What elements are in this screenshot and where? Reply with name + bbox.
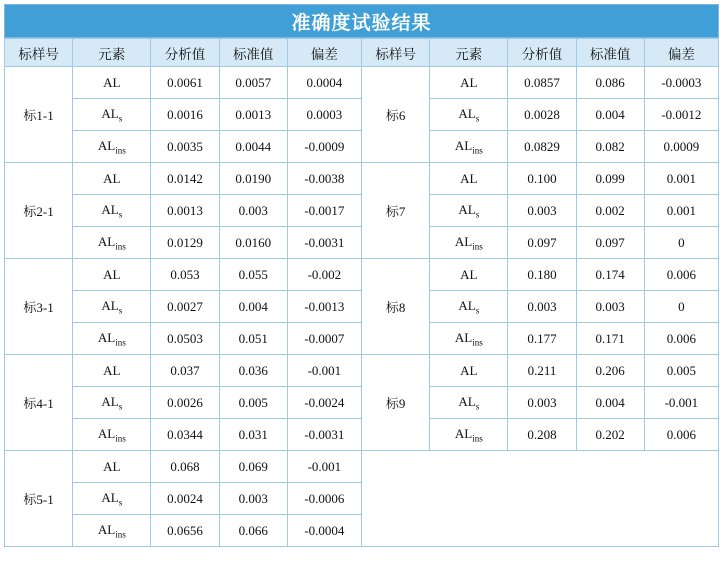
left-standard-value: 0.003 xyxy=(219,483,287,515)
right-deviation: 0 xyxy=(644,291,718,323)
right-element: $AL_{ins}$ xyxy=(430,227,508,259)
left-element: AL xyxy=(73,67,151,99)
left-analysis-value: 0.0024 xyxy=(151,483,219,515)
left-deviation: -0.001 xyxy=(287,355,361,387)
right-standard-value: 0.174 xyxy=(576,259,644,291)
page-title: 准确度试验结果 xyxy=(291,12,432,34)
right-deviation: 0.001 xyxy=(644,195,718,227)
right-deviation: 0.0009 xyxy=(644,131,718,163)
left-element: $AL_s$ xyxy=(73,483,151,515)
right-deviation: 0.001 xyxy=(644,163,718,195)
right-element: $AL_s$ xyxy=(430,387,508,419)
left-standard-value: 0.069 xyxy=(219,451,287,483)
left-deviation: 0.0004 xyxy=(287,67,361,99)
left-element: $AL_{ins}$ xyxy=(73,227,151,259)
left-sample-id: 标1-1 xyxy=(5,67,73,163)
left-analysis-value: 0.068 xyxy=(151,451,219,483)
left-standard-value: 0.004 xyxy=(219,291,287,323)
left-element: AL xyxy=(73,259,151,291)
header-right-sample-id: 标样号 xyxy=(361,39,429,67)
right-element: $AL_s$ xyxy=(430,291,508,323)
right-element: $AL_{ins}$ xyxy=(430,131,508,163)
right-standard-value: 0.086 xyxy=(576,67,644,99)
left-standard-value: 0.0057 xyxy=(219,67,287,99)
header-right-analysis-value: 分析值 xyxy=(508,39,576,67)
right-analysis-value: 0.100 xyxy=(508,163,576,195)
left-standard-value: 0.0190 xyxy=(219,163,287,195)
right-standard-value: 0.206 xyxy=(576,355,644,387)
header-right-element: 元素 xyxy=(430,39,508,67)
right-element: $AL_s$ xyxy=(430,99,508,131)
left-deviation: 0.0003 xyxy=(287,99,361,131)
right-standard-value: 0.003 xyxy=(576,291,644,323)
left-analysis-value: 0.0016 xyxy=(151,99,219,131)
left-deviation: -0.0007 xyxy=(287,323,361,355)
right-standard-value: 0.202 xyxy=(576,419,644,451)
left-analysis-value: 0.037 xyxy=(151,355,219,387)
left-analysis-value: 0.0035 xyxy=(151,131,219,163)
right-analysis-value: 0.097 xyxy=(508,227,576,259)
right-sample-id: 标7 xyxy=(361,163,429,259)
left-sample-id: 标2-1 xyxy=(5,163,73,259)
left-element: AL xyxy=(73,355,151,387)
right-analysis-value: 0.211 xyxy=(508,355,576,387)
left-standard-value: 0.031 xyxy=(219,419,287,451)
left-element: $AL_s$ xyxy=(73,387,151,419)
table-row xyxy=(5,163,719,195)
left-standard-value: 0.005 xyxy=(219,387,287,419)
header-left-deviation: 偏差 xyxy=(287,39,361,67)
left-standard-value: 0.051 xyxy=(219,323,287,355)
left-element: $AL_{ins}$ xyxy=(73,515,151,547)
right-standard-value: 0.082 xyxy=(576,131,644,163)
left-element: $AL_{ins}$ xyxy=(73,131,151,163)
right-sample-id: 标9 xyxy=(361,355,429,451)
left-deviation: -0.002 xyxy=(287,259,361,291)
left-deviation: -0.0013 xyxy=(287,291,361,323)
right-standard-value: 0.004 xyxy=(576,99,644,131)
left-element: AL xyxy=(73,163,151,195)
left-deviation: -0.0009 xyxy=(287,131,361,163)
right-deviation: 0.005 xyxy=(644,355,718,387)
left-deviation: -0.0017 xyxy=(287,195,361,227)
left-analysis-value: 0.0503 xyxy=(151,323,219,355)
left-analysis-value: 0.0061 xyxy=(151,67,219,99)
left-element: $AL_{ins}$ xyxy=(73,323,151,355)
left-analysis-value: 0.0344 xyxy=(151,419,219,451)
right-element: AL xyxy=(430,67,508,99)
right-analysis-value: 0.003 xyxy=(508,195,576,227)
left-standard-value: 0.0013 xyxy=(219,99,287,131)
right-element: $AL_{ins}$ xyxy=(430,419,508,451)
left-standard-value: 0.003 xyxy=(219,195,287,227)
left-analysis-value: 0.0656 xyxy=(151,515,219,547)
table-row xyxy=(5,67,719,99)
left-analysis-value: 0.0026 xyxy=(151,387,219,419)
header-left-analysis-value: 分析值 xyxy=(151,39,219,67)
left-element: AL xyxy=(73,451,151,483)
table-row xyxy=(5,451,719,483)
header-right-deviation: 偏差 xyxy=(644,39,718,67)
left-deviation: -0.0038 xyxy=(287,163,361,195)
right-deviation: -0.0012 xyxy=(644,99,718,131)
right-deviation: 0.006 xyxy=(644,419,718,451)
table-row xyxy=(5,355,719,387)
left-deviation: -0.001 xyxy=(287,451,361,483)
accuracy-results-table xyxy=(4,38,719,547)
left-sample-id: 标4-1 xyxy=(5,355,73,451)
left-standard-value: 0.0044 xyxy=(219,131,287,163)
right-analysis-value: 0.0028 xyxy=(508,99,576,131)
left-element: $AL_s$ xyxy=(73,291,151,323)
left-standard-value: 0.055 xyxy=(219,259,287,291)
left-sample-id: 标5-1 xyxy=(5,451,73,547)
left-sample-id: 标3-1 xyxy=(5,259,73,355)
right-deviation: 0.006 xyxy=(644,323,718,355)
left-analysis-value: 0.0013 xyxy=(151,195,219,227)
header-right-standard-value: 标准值 xyxy=(576,39,644,67)
right-analysis-value: 0.0829 xyxy=(508,131,576,163)
right-analysis-value: 0.208 xyxy=(508,419,576,451)
left-deviation: -0.0024 xyxy=(287,387,361,419)
right-element: $AL_s$ xyxy=(430,195,508,227)
right-standard-value: 0.099 xyxy=(576,163,644,195)
right-deviation: -0.001 xyxy=(644,387,718,419)
right-sample-id: 标6 xyxy=(361,67,429,163)
right-analysis-value: 0.0857 xyxy=(508,67,576,99)
empty-filler-cell xyxy=(361,451,718,547)
right-element: AL xyxy=(430,259,508,291)
left-analysis-value: 0.0142 xyxy=(151,163,219,195)
right-analysis-value: 0.180 xyxy=(508,259,576,291)
right-analysis-value: 0.003 xyxy=(508,291,576,323)
right-element: $AL_{ins}$ xyxy=(430,323,508,355)
left-deviation: -0.0031 xyxy=(287,419,361,451)
right-standard-value: 0.002 xyxy=(576,195,644,227)
right-analysis-value: 0.177 xyxy=(508,323,576,355)
left-analysis-value: 0.0129 xyxy=(151,227,219,259)
right-deviation: -0.0003 xyxy=(644,67,718,99)
table-row xyxy=(5,259,719,291)
right-standard-value: 0.097 xyxy=(576,227,644,259)
header-left-standard-value: 标准值 xyxy=(219,39,287,67)
left-standard-value: 0.066 xyxy=(219,515,287,547)
right-analysis-value: 0.003 xyxy=(508,387,576,419)
left-deviation: -0.0006 xyxy=(287,483,361,515)
table-header-row xyxy=(5,39,719,67)
header-left-element: 元素 xyxy=(73,39,151,67)
left-element: $AL_s$ xyxy=(73,195,151,227)
left-analysis-value: 0.053 xyxy=(151,259,219,291)
left-analysis-value: 0.0027 xyxy=(151,291,219,323)
left-element: $AL_{ins}$ xyxy=(73,419,151,451)
left-standard-value: 0.036 xyxy=(219,355,287,387)
page-title-bar xyxy=(4,4,719,38)
header-left-sample-id: 标样号 xyxy=(5,39,73,67)
right-sample-id: 标8 xyxy=(361,259,429,355)
left-element: $AL_s$ xyxy=(73,99,151,131)
right-deviation: 0 xyxy=(644,227,718,259)
left-standard-value: 0.0160 xyxy=(219,227,287,259)
right-element: AL xyxy=(430,163,508,195)
right-standard-value: 0.004 xyxy=(576,387,644,419)
right-element: AL xyxy=(430,355,508,387)
left-deviation: -0.0031 xyxy=(287,227,361,259)
right-standard-value: 0.171 xyxy=(576,323,644,355)
right-deviation: 0.006 xyxy=(644,259,718,291)
left-deviation: -0.0004 xyxy=(287,515,361,547)
